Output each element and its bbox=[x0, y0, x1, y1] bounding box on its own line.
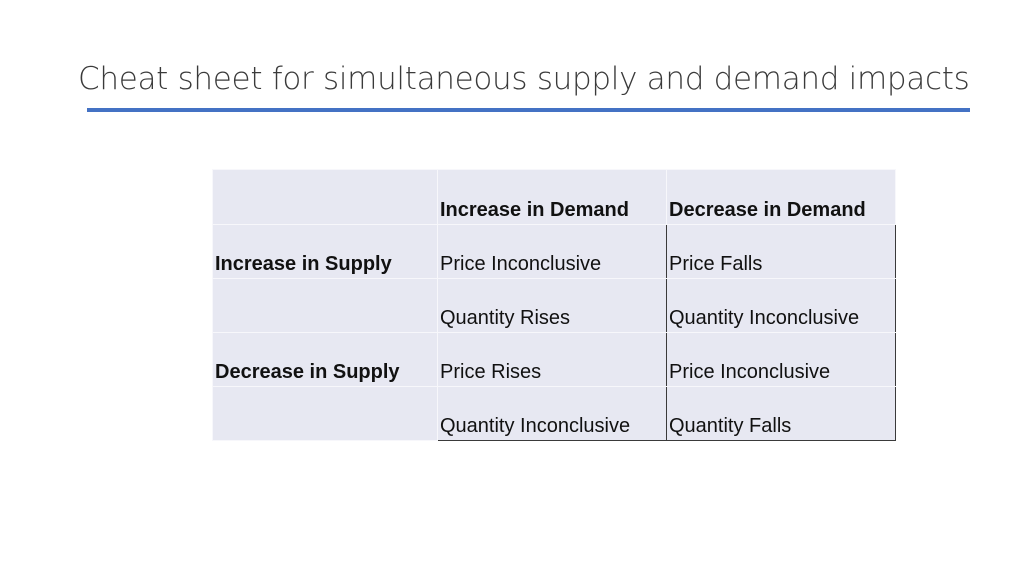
row-header-decrease-supply: Decrease in Supply bbox=[213, 333, 438, 387]
table-row bbox=[213, 225, 896, 279]
table-row bbox=[213, 279, 896, 333]
column-header-increase-demand: Increase in Demand bbox=[438, 170, 667, 225]
column-header-decrease-demand: Decrease in Demand bbox=[667, 170, 896, 225]
row-header-spacer bbox=[213, 279, 438, 333]
title-underline bbox=[87, 108, 970, 112]
slide-title: Cheat sheet for simultaneous supply and demand impacts bbox=[78, 61, 970, 97]
table-row bbox=[213, 333, 896, 387]
row-header-spacer bbox=[213, 387, 438, 441]
corner-cell bbox=[213, 170, 438, 225]
table-cell: Quantity Rises bbox=[438, 279, 667, 333]
table-cell: Price Inconclusive bbox=[667, 333, 896, 387]
table-cell: Price Inconclusive bbox=[438, 225, 667, 279]
table-cell: Quantity Inconclusive bbox=[438, 387, 667, 441]
table-cell: Price Falls bbox=[667, 225, 896, 279]
table-cell: Quantity Falls bbox=[667, 387, 896, 441]
table-cell: Quantity Inconclusive bbox=[667, 279, 896, 333]
row-header-increase-supply: Increase in Supply bbox=[213, 225, 438, 279]
table-row bbox=[213, 387, 896, 441]
header-row bbox=[213, 170, 896, 225]
supply-demand-matrix bbox=[212, 169, 896, 441]
table-cell: Price Rises bbox=[438, 333, 667, 387]
